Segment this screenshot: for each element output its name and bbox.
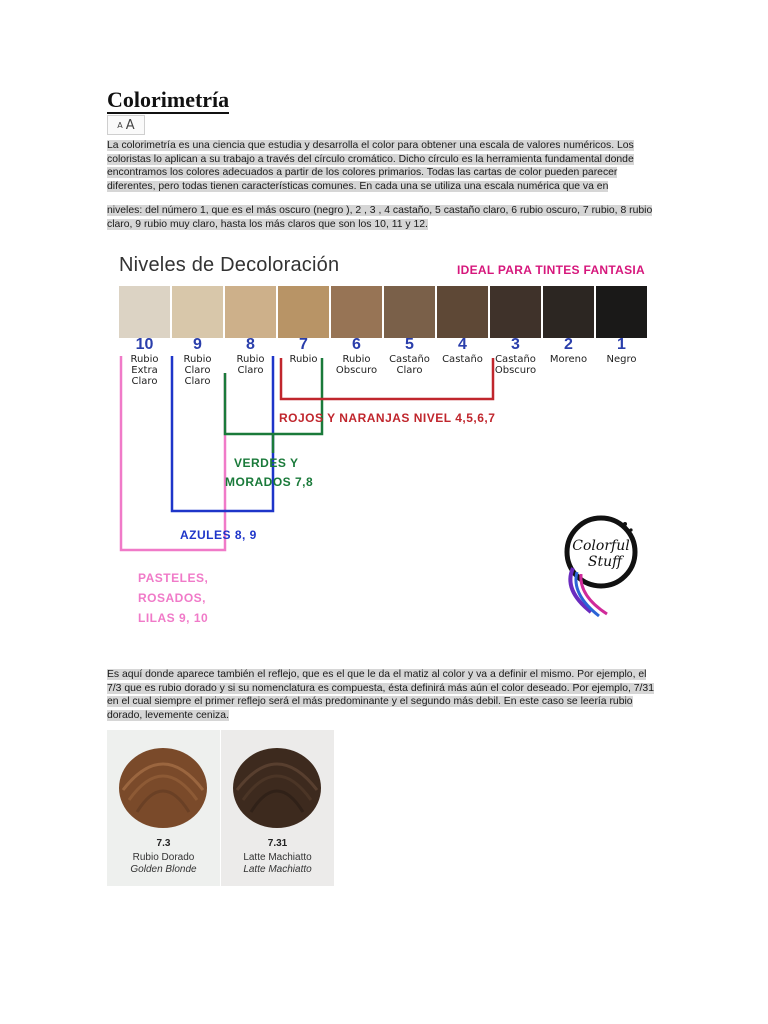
level-swatch (596, 286, 647, 338)
group-label-green-line2: MORADOS 7,8 (225, 475, 314, 489)
sample-name-en: Golden Blonde (130, 864, 197, 875)
sample-name-en: Latte Machiatto (243, 864, 312, 875)
level-number: 2 (564, 336, 573, 353)
hair-fill (233, 748, 321, 828)
levels-chart (107, 248, 655, 638)
level-name: Rubio Claro Claro (183, 354, 212, 387)
level-name: Castaño Claro (389, 354, 430, 376)
hair-sample-photo (221, 730, 334, 886)
level-name: Rubio (289, 354, 318, 365)
sample-code: 7.31 (267, 838, 288, 849)
decrease-font-icon[interactable]: A (117, 120, 123, 130)
level-swatch (437, 286, 488, 338)
level-number: 5 (405, 336, 414, 353)
hair-fill (119, 748, 207, 828)
group-label-pink: PASTELES, (138, 571, 209, 585)
level-swatch (543, 286, 594, 338)
chart-subtitle: IDEAL PARA TINTES FANTASIA (456, 263, 645, 277)
level-name: Castaño Obscuro (494, 354, 537, 376)
logo-text-2: Stuff (587, 554, 623, 570)
group-label-blue: AZULES 8, 9 (180, 528, 257, 542)
colorful-stuff-logo (551, 510, 651, 620)
reflex-text: Es aquí donde aparece también el reflejo, que es el que le da el matiz al color y va a definir el mismo. Por ejemplo, el 7/3 que es rubio dorado y si su nomenclatura es compuesta, ésta definirá más aún el color deseado. Por ejemplo, 7/31 en el cual siempre el primer reflejo será el más predominante y el segundo más debil. En este caso se leería rubio dorado, levemente ceniza. (107, 669, 654, 721)
page-title: Colorimetría (107, 87, 230, 112)
level-number: 9 (193, 336, 202, 353)
levels-paragraph (107, 204, 655, 231)
group-label-red: ROJOS Y NARANJAS NIVEL 4,5,6,7 (279, 411, 496, 425)
level-number: 8 (246, 336, 255, 353)
level-swatch (331, 286, 382, 338)
group-label-green: VERDES Y (234, 456, 299, 470)
level-name: Negro (606, 354, 637, 365)
level-swatch (225, 286, 276, 338)
level-name: Rubio Extra Claro (130, 354, 159, 387)
chart-title: Niveles de Decoloración (119, 254, 340, 276)
hair-swatch-image (113, 740, 213, 835)
logo-text-1: Colorful (572, 538, 630, 554)
level-swatch (490, 286, 541, 338)
level-name: Castaño (442, 354, 483, 365)
level-number: 4 (458, 336, 467, 353)
level-name: Moreno (549, 354, 588, 365)
increase-font-icon[interactable]: A (125, 117, 135, 133)
level-swatch (278, 286, 329, 338)
levels-text: niveles: del número 1, que es el más oscuro (negro ), 2 , 3 , 4 castaño, 5 castaño claro, 6 rubio oscuro, 7 rubio, 8 rubio claro, 9 rubio muy claro, hasta los más claros que son los 10, 11 y 12. (107, 205, 653, 230)
hair-swatch-image (227, 740, 327, 835)
group-label-pink-line3: LILAS 9, 10 (138, 611, 209, 625)
sample-name-es: Rubio Dorado (132, 852, 195, 863)
level-number: 3 (511, 336, 520, 353)
group-label-pink-line2: ROSADOS, (138, 591, 207, 605)
level-number: 7 (299, 336, 308, 353)
level-number: 6 (352, 336, 361, 353)
level-name: Rubio Claro (236, 354, 265, 376)
level-number: 10 (135, 336, 154, 353)
sample-code: 7.3 (156, 838, 171, 849)
hair-sample-photo (107, 730, 220, 886)
intro-text: La colorimetría es una ciencia que estudia y desarrolla el color para obtener una escala de valores numéricos. Los coloristas lo aplican a su trabajo a través del círculo cromático. Dicho círculo es la herramienta fundamental donde encontramos los colores adecuados a partir de los colores primarios. Todas las cartas de color pueden parecer diferentes, pero todas tienen características comunes. En cada una se utiliza una escala numérica que va en (107, 140, 634, 192)
reflex-paragraph (107, 668, 655, 722)
level-swatch (384, 286, 435, 338)
level-swatch (172, 286, 223, 338)
sample-name-es: Latte Machiatto (243, 852, 312, 863)
intro-paragraph (107, 139, 655, 193)
level-number: 1 (617, 336, 626, 353)
level-swatch (119, 286, 170, 338)
level-name: Rubio Obscuro (335, 354, 378, 376)
font-size-control[interactable] (107, 115, 145, 135)
